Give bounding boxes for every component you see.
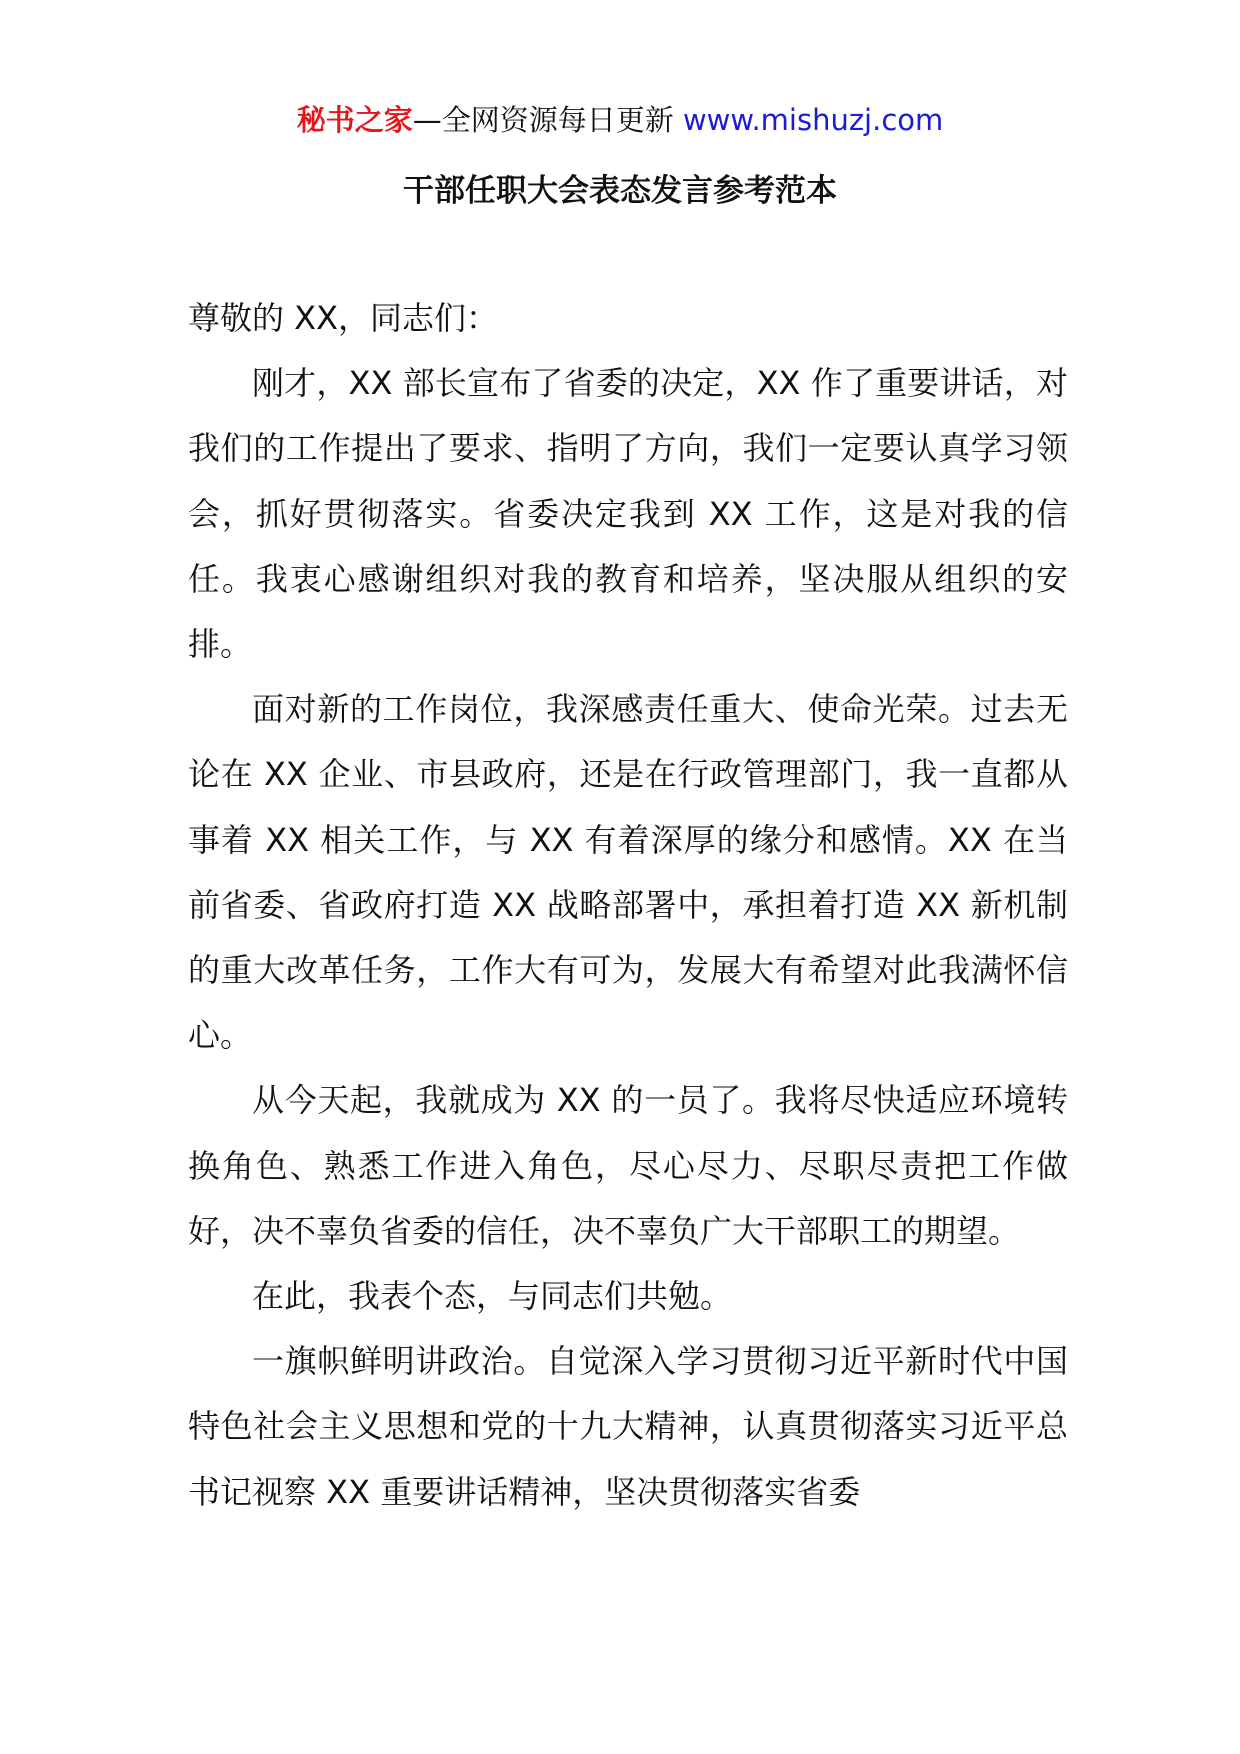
salutation: 尊敬的 XX，同志们： (188, 299, 499, 337)
document-body (188, 286, 1068, 1525)
site-banner (0, 100, 1240, 140)
paragraph: 一旗帜鲜明讲政治。自觉深入学习贯彻习近平新时代中国特色社会主义思想和党的十九大精神，认真贯彻落实习近平总书记视察 XX 重要讲话精神，坚决贯彻落实省委 (188, 1342, 1068, 1511)
paragraph: 刚才，XX 部长宣布了省委的决定，XX 作了重要讲话，对我们的工作提出了要求、指明了方向，我们一定要认真学习领会，抓好贯彻落实。省委决定我到 XX 工作，这是对我的信任。我衷心感谢组织对我的教育和培养，坚决服从组织的安排。 (188, 364, 1068, 664)
brand-name: 秘书之家 (296, 103, 413, 137)
paragraph: 从今天起，我就成为 XX 的一员了。我将尽快适应环境转换角色、熟悉工作进入角色，尽心尽力、尽职尽责把工作做好，决不辜负省委的信任，决不辜负广大干部职工的期望。 (188, 1081, 1068, 1250)
banner-tagline: —全网资源每日更新 (412, 103, 683, 137)
paragraph: 面对新的工作岗位，我深感责任重大、使命光荣。过去无论在 XX 企业、市县政府，还是在行政管理部门，我一直都从事着 XX 相关工作，与 XX 有着深厚的缘分和感情。XX 在当前省委、省政府打造 XX 战略部署中，承担着打造 XX 新机制的重大改革任务，工作大有可为，发展大有希望对此我满怀信心。 (188, 690, 1068, 1055)
paragraph: 在此，我表个态，与同志们共勉。 (252, 1277, 733, 1316)
site-url-link[interactable]: www.mishuzj.com (682, 103, 944, 137)
document-title: 干部任职大会表态发言参考范本 (403, 173, 837, 209)
